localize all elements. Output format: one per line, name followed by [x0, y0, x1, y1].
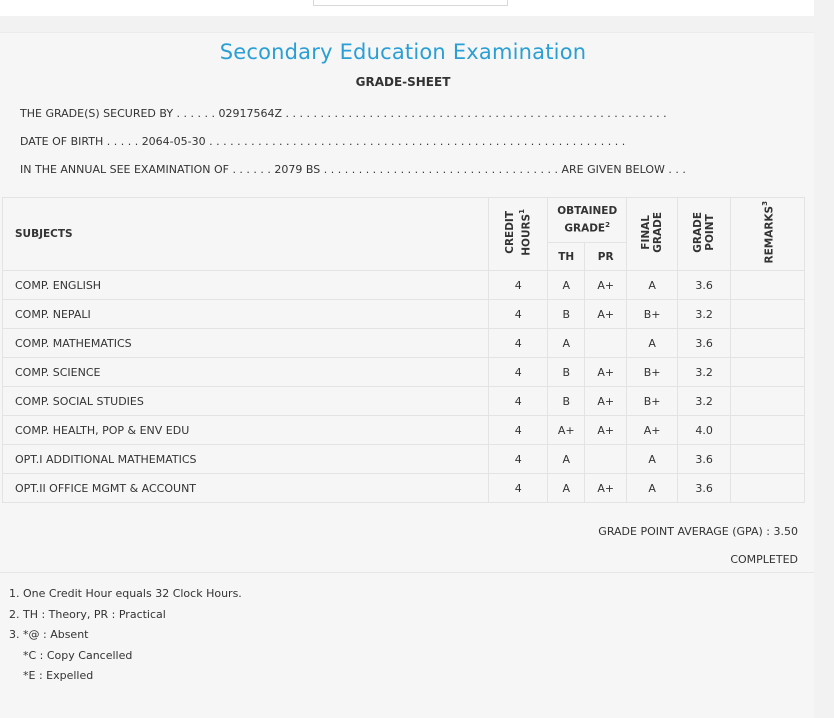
subject-cell: COMP. SCIENCE [3, 358, 489, 387]
dob-value: 2064-05-30 [141, 135, 206, 148]
gpa-summary [598, 525, 798, 538]
remarks-cell [731, 358, 805, 387]
th-cell: A [548, 271, 585, 300]
header-grade-point: GRADE POINT [678, 198, 731, 271]
subject-cell: COMP. MATHEMATICS [3, 329, 489, 358]
th-cell: A [548, 445, 585, 474]
subject-cell: COMP. ENGLISH [3, 271, 489, 300]
final-grade-cell: A+ [627, 416, 678, 445]
pr-cell: A+ [585, 358, 627, 387]
header-remarks: REMARKS$^3$ [731, 198, 805, 271]
footnote-2: 2. TH : Theory, PR : Practical [9, 607, 166, 621]
credit-cell: 4 [489, 387, 548, 416]
grade-point-cell: 3.2 [678, 300, 731, 329]
header-th: TH [548, 243, 585, 271]
th-cell: B [548, 300, 585, 329]
header-obtained-grade: OBTAINED GRADE$^2$ [548, 198, 627, 243]
gpa-label: GRADE POINT AVERAGE (GPA) : [598, 525, 770, 538]
remarks-cell [731, 329, 805, 358]
info-exam-year [20, 163, 686, 176]
notes-divider [0, 572, 814, 573]
pr-cell: A+ [585, 474, 627, 503]
credit-cell: 4 [489, 271, 548, 300]
final-grade-cell: B+ [627, 300, 678, 329]
remarks-cell [731, 474, 805, 503]
grade-point-cell: 3.2 [678, 358, 731, 387]
th-cell: A+ [548, 416, 585, 445]
page-title: Secondary Education Examination [219, 40, 587, 64]
credit-cell: 4 [489, 300, 548, 329]
final-grade-cell: B+ [627, 387, 678, 416]
header-subjects: SUBJECTS [3, 198, 489, 271]
remarks-cell [731, 387, 805, 416]
th-cell: B [548, 387, 585, 416]
footnotes [9, 584, 242, 687]
pr-cell [585, 445, 627, 474]
top-input-box[interactable] [313, 0, 508, 6]
grade-point-cell: 3.6 [678, 329, 731, 358]
dob-dots: . . . . . . . . . . . . . . . . . . . . . . . . . . . . . . . . . . . . . . . . . . . . . . . . . . . . . . . . . . . . [209, 135, 626, 148]
final-grade-cell: B+ [627, 358, 678, 387]
footnote-3-c: *C : Copy Cancelled [23, 648, 133, 662]
remarks-cell [731, 271, 805, 300]
grade-point-cell: 3.6 [678, 474, 731, 503]
credit-cell: 4 [489, 358, 548, 387]
info-date-of-birth [20, 135, 625, 148]
footnote-3-e: *E : Expelled [23, 669, 94, 682]
subject-cell: OPT.II OFFICE MGMT & ACCOUNT [3, 474, 489, 503]
grade-dots: . . . . . . . . . . . . . . . . . . . . . . . . . . . . . . . . . . . . . . . . . . . . . . . . . . . . . . . [285, 107, 667, 120]
final-grade-cell: A [627, 445, 678, 474]
table-row [3, 358, 805, 387]
credit-cell: 4 [489, 329, 548, 358]
exam-dots: . . . . . . . . . . . . . . . . . . . . . . . . . . . . . . . . . . [323, 163, 559, 176]
pr-cell: A+ [585, 416, 627, 445]
grade-label: THE GRADE(S) SECURED BY . . . . . . [20, 107, 216, 120]
info-grade-secured [20, 107, 667, 120]
header-pr: PR [585, 243, 627, 271]
subject-cell: COMP. HEALTH, POP & ENV EDU [3, 416, 489, 445]
remarks-cell [731, 445, 805, 474]
subject-cell: OPT.I ADDITIONAL MATHEMATICS [3, 445, 489, 474]
table-row [3, 445, 805, 474]
th-cell: A [548, 474, 585, 503]
footnote-1: 1. One Credit Hour equals 32 Clock Hours. [9, 587, 242, 600]
remarks-cell [731, 416, 805, 445]
pr-cell [585, 329, 627, 358]
pr-cell: A+ [585, 271, 627, 300]
credit-cell: 4 [489, 474, 548, 503]
grade-point-cell: 4.0 [678, 416, 731, 445]
grade-point-cell: 3.6 [678, 271, 731, 300]
exam-label: IN THE ANNUAL SEE EXAMINATION OF . . . . . . [20, 163, 271, 176]
dob-label: DATE OF BIRTH . . . . . [20, 135, 139, 148]
status-text: COMPLETED [730, 553, 798, 566]
credit-cell: 4 [489, 445, 548, 474]
header-final-grade: FINAL GRADE [627, 198, 678, 271]
remarks-cell [731, 300, 805, 329]
table-row [3, 474, 805, 503]
final-grade-cell: A [627, 271, 678, 300]
exam-end: ARE GIVEN BELOW . . . [561, 163, 686, 176]
table-row [3, 416, 805, 445]
symbol-number: 02917564Z [218, 107, 283, 120]
table-row [3, 329, 805, 358]
table-row [3, 387, 805, 416]
table-row [3, 300, 805, 329]
final-grade-cell: A [627, 329, 678, 358]
footnote-3: 3. *@ : Absent [9, 628, 89, 641]
header-credit-hours: CREDIT HOURS$^1$ [489, 198, 548, 271]
th-cell: B [548, 358, 585, 387]
grade-point-cell: 3.6 [678, 445, 731, 474]
grade-point-cell: 3.2 [678, 387, 731, 416]
page-subtitle: GRADE-SHEET [355, 75, 451, 89]
gpa-value: 3.50 [773, 525, 798, 538]
th-cell: A [548, 329, 585, 358]
pr-cell: A+ [585, 387, 627, 416]
pr-cell: A+ [585, 300, 627, 329]
grades-table [2, 197, 805, 503]
table-row [3, 271, 805, 300]
final-grade-cell: A [627, 474, 678, 503]
subject-cell: COMP. NEPALI [3, 300, 489, 329]
subject-cell: COMP. SOCIAL STUDIES [3, 387, 489, 416]
credit-cell: 4 [489, 416, 548, 445]
exam-value: 2079 BS [274, 163, 321, 176]
